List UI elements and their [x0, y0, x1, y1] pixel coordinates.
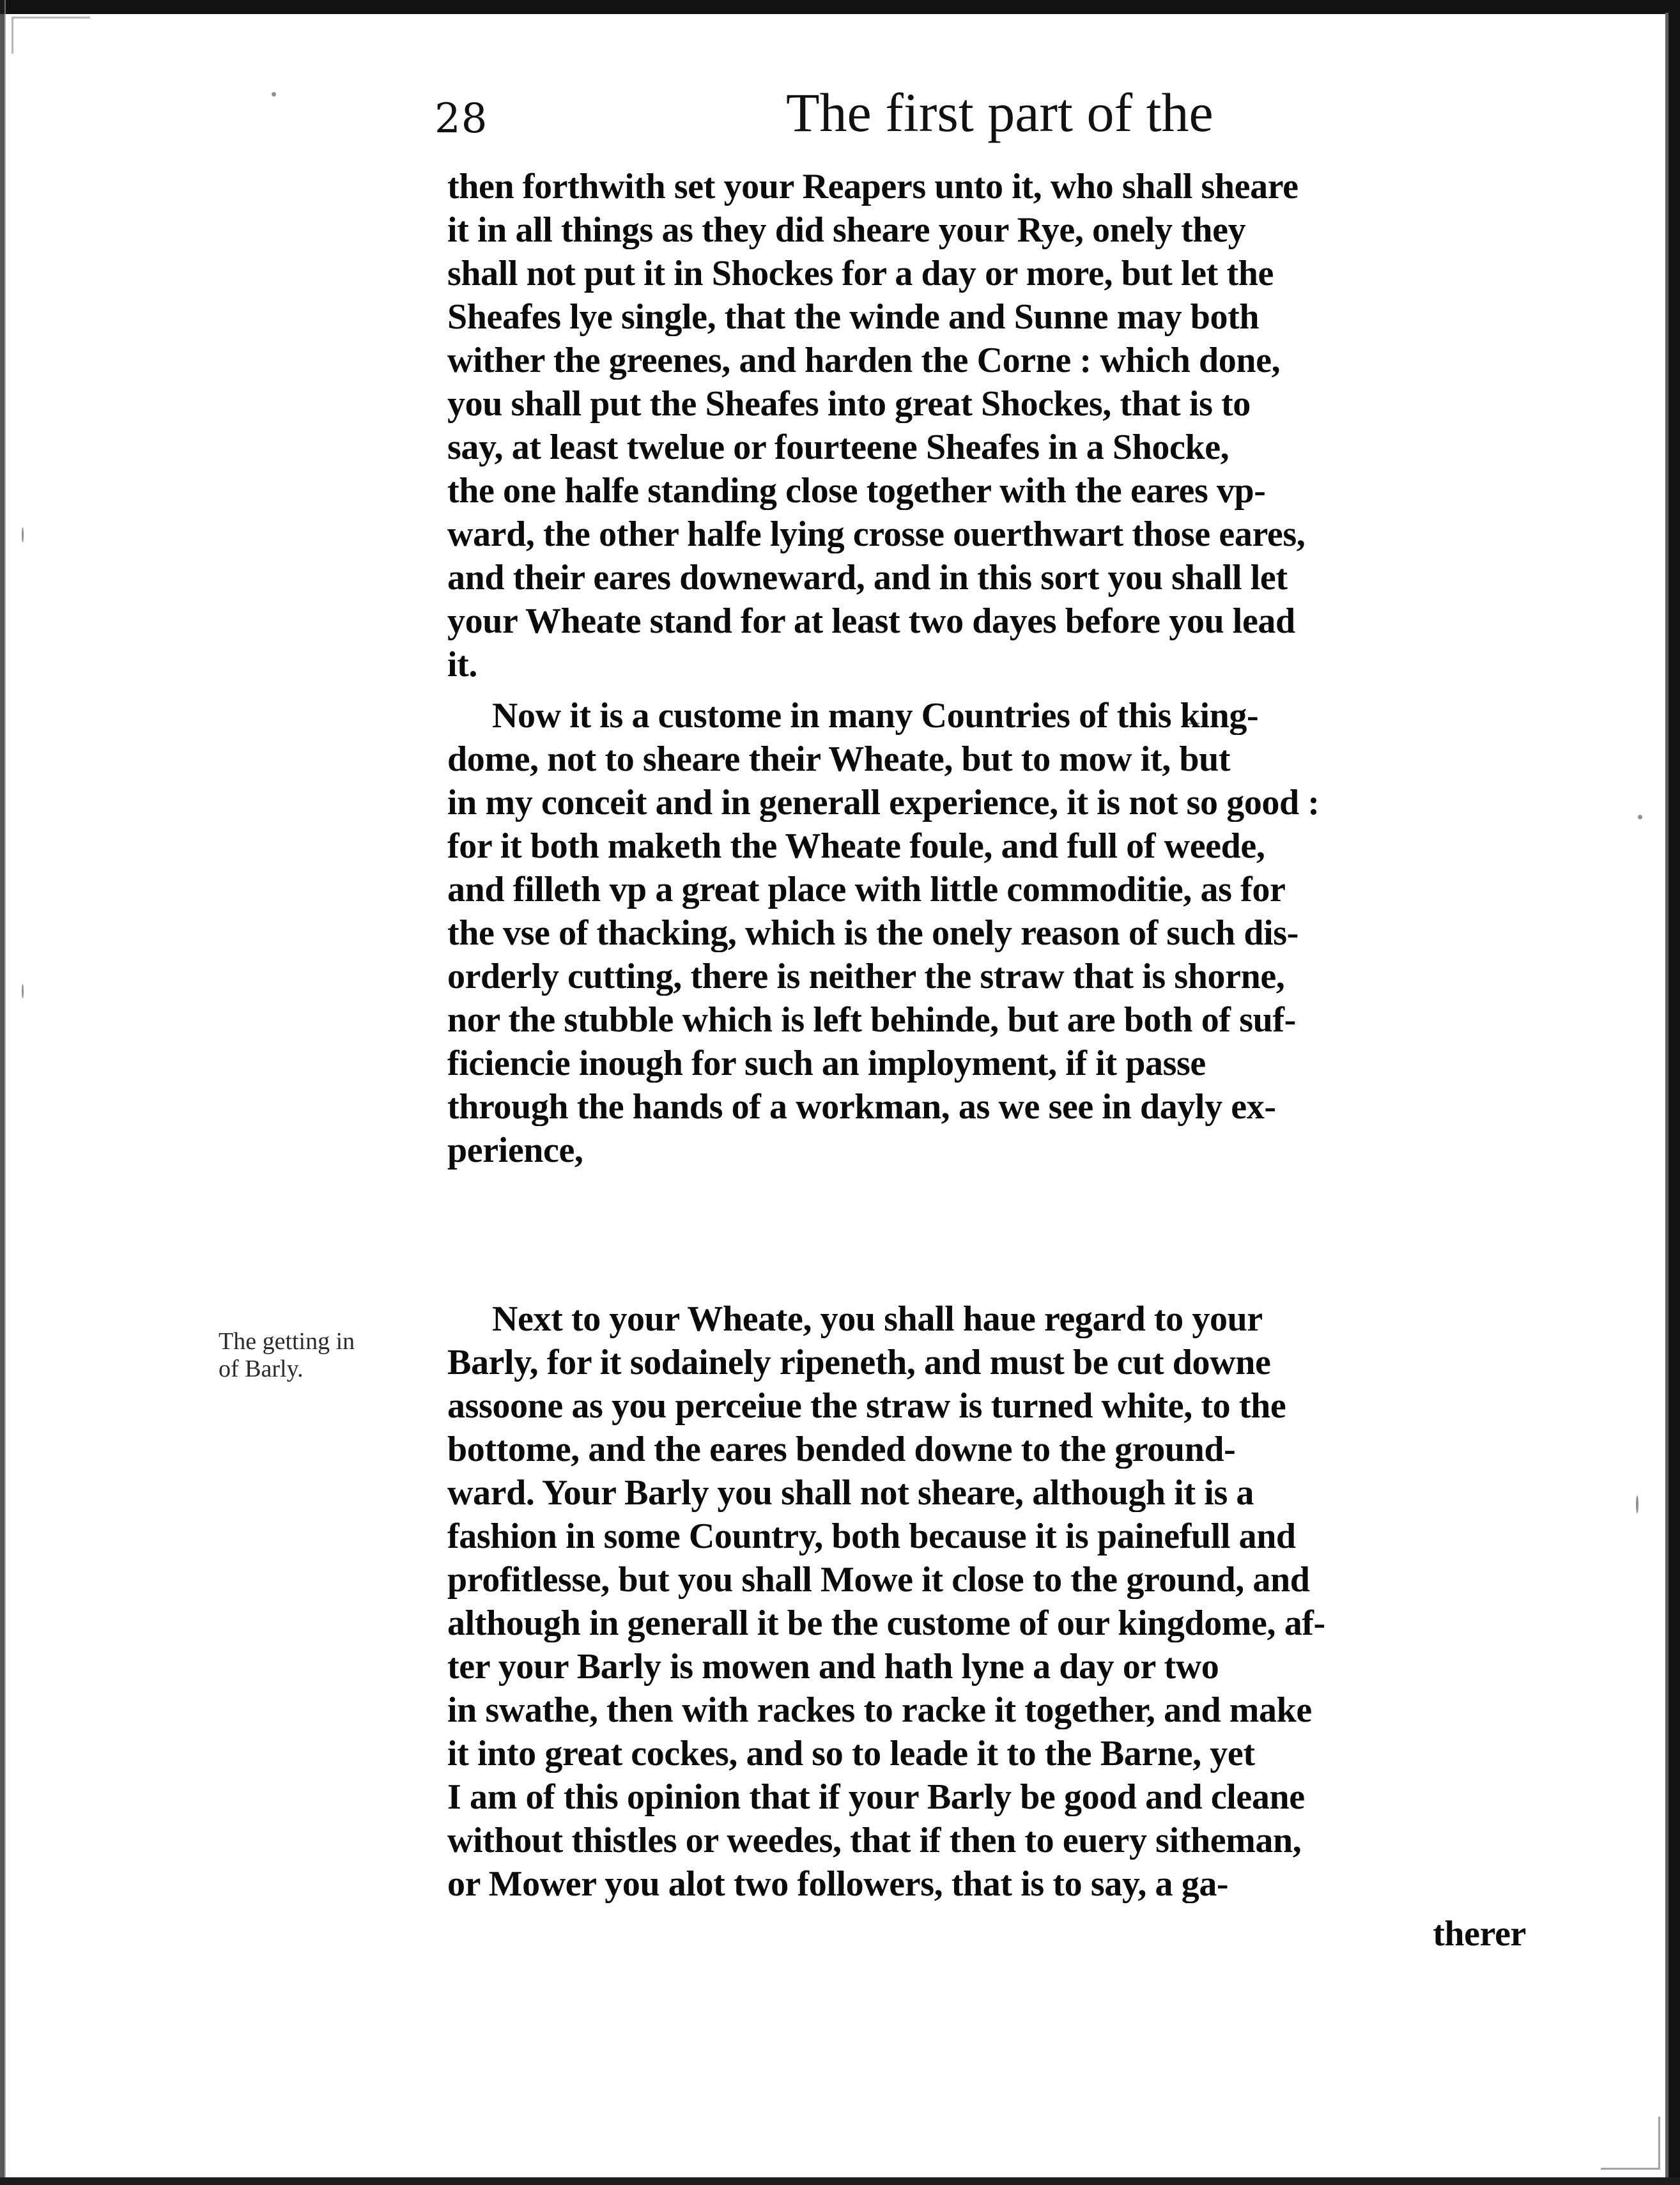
scan-speckle: [272, 92, 276, 97]
scan-speckle: [22, 527, 24, 543]
scan-right-edge: [1661, 13, 1680, 2185]
text-line: Barly, for it sodainely ripeneth, and must be cut downe: [447, 1343, 1271, 1382]
page-number: 28: [435, 95, 488, 143]
scan-speckle: [1636, 1495, 1638, 1513]
text-line: bottome, and the eares bended downe to the ground-: [447, 1430, 1236, 1469]
text-line: and their eares downeward, and in this sort you shall let: [447, 559, 1288, 597]
text-line: it.: [447, 645, 478, 684]
scan-corner-mark-right: [1601, 2117, 1660, 2170]
text-line: your Wheate stand for at least two dayes before you lead: [447, 602, 1295, 640]
text-line: for it both maketh the Wheate foule, and full of weede,: [447, 827, 1265, 865]
text-line: without thistles or weedes, that if then to euery sitheman,: [447, 1821, 1302, 1860]
marginal-note: [219, 1328, 436, 1387]
page-header: [435, 77, 1393, 148]
scan-corner-mark-left: [12, 17, 90, 54]
text-line: in my conceit and in generall experience, it is not so good :: [447, 784, 1320, 822]
scan-top-edge: [0, 0, 1680, 14]
text-line: or Mower you alot two followers, that is to say, a ga-: [447, 1865, 1229, 1903]
text-line: ter your Barly is mowen and hath lyne a day or two: [447, 1648, 1219, 1686]
paragraph-start-line: Now it is a custome in many Countries of this king-: [492, 697, 1259, 735]
text-line: it in all things as they did sheare your Rye, onely they: [447, 211, 1246, 249]
text-line: fashion in some Country, both because it is painefull and: [447, 1517, 1296, 1556]
text-line: ward, the other halfe lying crosse ouerthwart those eares,: [447, 515, 1306, 553]
scan-left-edge: [0, 0, 12, 2185]
scan-speckle: [22, 984, 24, 998]
text-line: wither the greenes, and harden the Corne : which done,: [447, 341, 1281, 380]
text-line: assoone as you perceiue the straw is turned white, to the: [447, 1387, 1286, 1425]
marginal-note-line: of Barly.: [219, 1355, 304, 1382]
text-line: through the hands of a workman, as we see in dayly ex-: [447, 1088, 1276, 1126]
scan-bottom-edge: [0, 2168, 1680, 2185]
text-line: dome, not to sheare their Wheate, but to mow it, but: [447, 740, 1231, 778]
scan-speckle: [1638, 815, 1642, 819]
text-line: then forthwith set your Reapers unto it, who shall sheare: [447, 167, 1299, 206]
text-line: in swathe, then with rackes to racke it together, and make: [447, 1691, 1312, 1729]
main-text: [447, 167, 1526, 2085]
text-line: shall not put it in Shockes for a day or more, but let the: [447, 254, 1274, 293]
marginal-note-line: The getting in: [219, 1328, 355, 1355]
text-line: profitlesse, but you shall Mowe it close to the ground, and: [447, 1561, 1310, 1599]
text-line: although in generall it be the custome of our kingdome, af-: [447, 1604, 1325, 1642]
text-line: say, at least twelue or fourteene Sheafes in a Shocke,: [447, 428, 1229, 467]
text-line: orderly cutting, there is neither the straw that is shorne,: [447, 957, 1285, 996]
text-line: the vse of thacking, which is the onely reason of such dis-: [447, 914, 1299, 952]
paragraph-start-line: Next to your Wheate, you shall haue regard to your: [492, 1300, 1263, 1338]
text-line: ficiencie inough for such an imployment, if it passe: [447, 1044, 1206, 1083]
text-line: and filleth vp a great place with little commoditie, as for: [447, 870, 1286, 909]
text-line: you shall put the Sheafes into great Shockes, that is to: [447, 385, 1251, 423]
text-line: Sheafes lye single, that the winde and Sunne may both: [447, 298, 1260, 336]
running-title: The first part of the: [786, 82, 1214, 143]
text-line: I am of this opinion that if your Barly be good and cleane: [447, 1778, 1305, 1816]
text-line: perience,: [447, 1131, 583, 1170]
text-line: nor the stubble which is left behinde, but are both of suf-: [447, 1001, 1296, 1039]
text-line: the one halfe standing close together with the eares vp-: [447, 472, 1266, 510]
catchword: therer: [1433, 1915, 1526, 1953]
text-line: it into great cockes, and so to leade it to the Barne, yet: [447, 1734, 1255, 1773]
text-line: ward. Your Barly you shall not sheare, although it is a: [447, 1474, 1254, 1512]
